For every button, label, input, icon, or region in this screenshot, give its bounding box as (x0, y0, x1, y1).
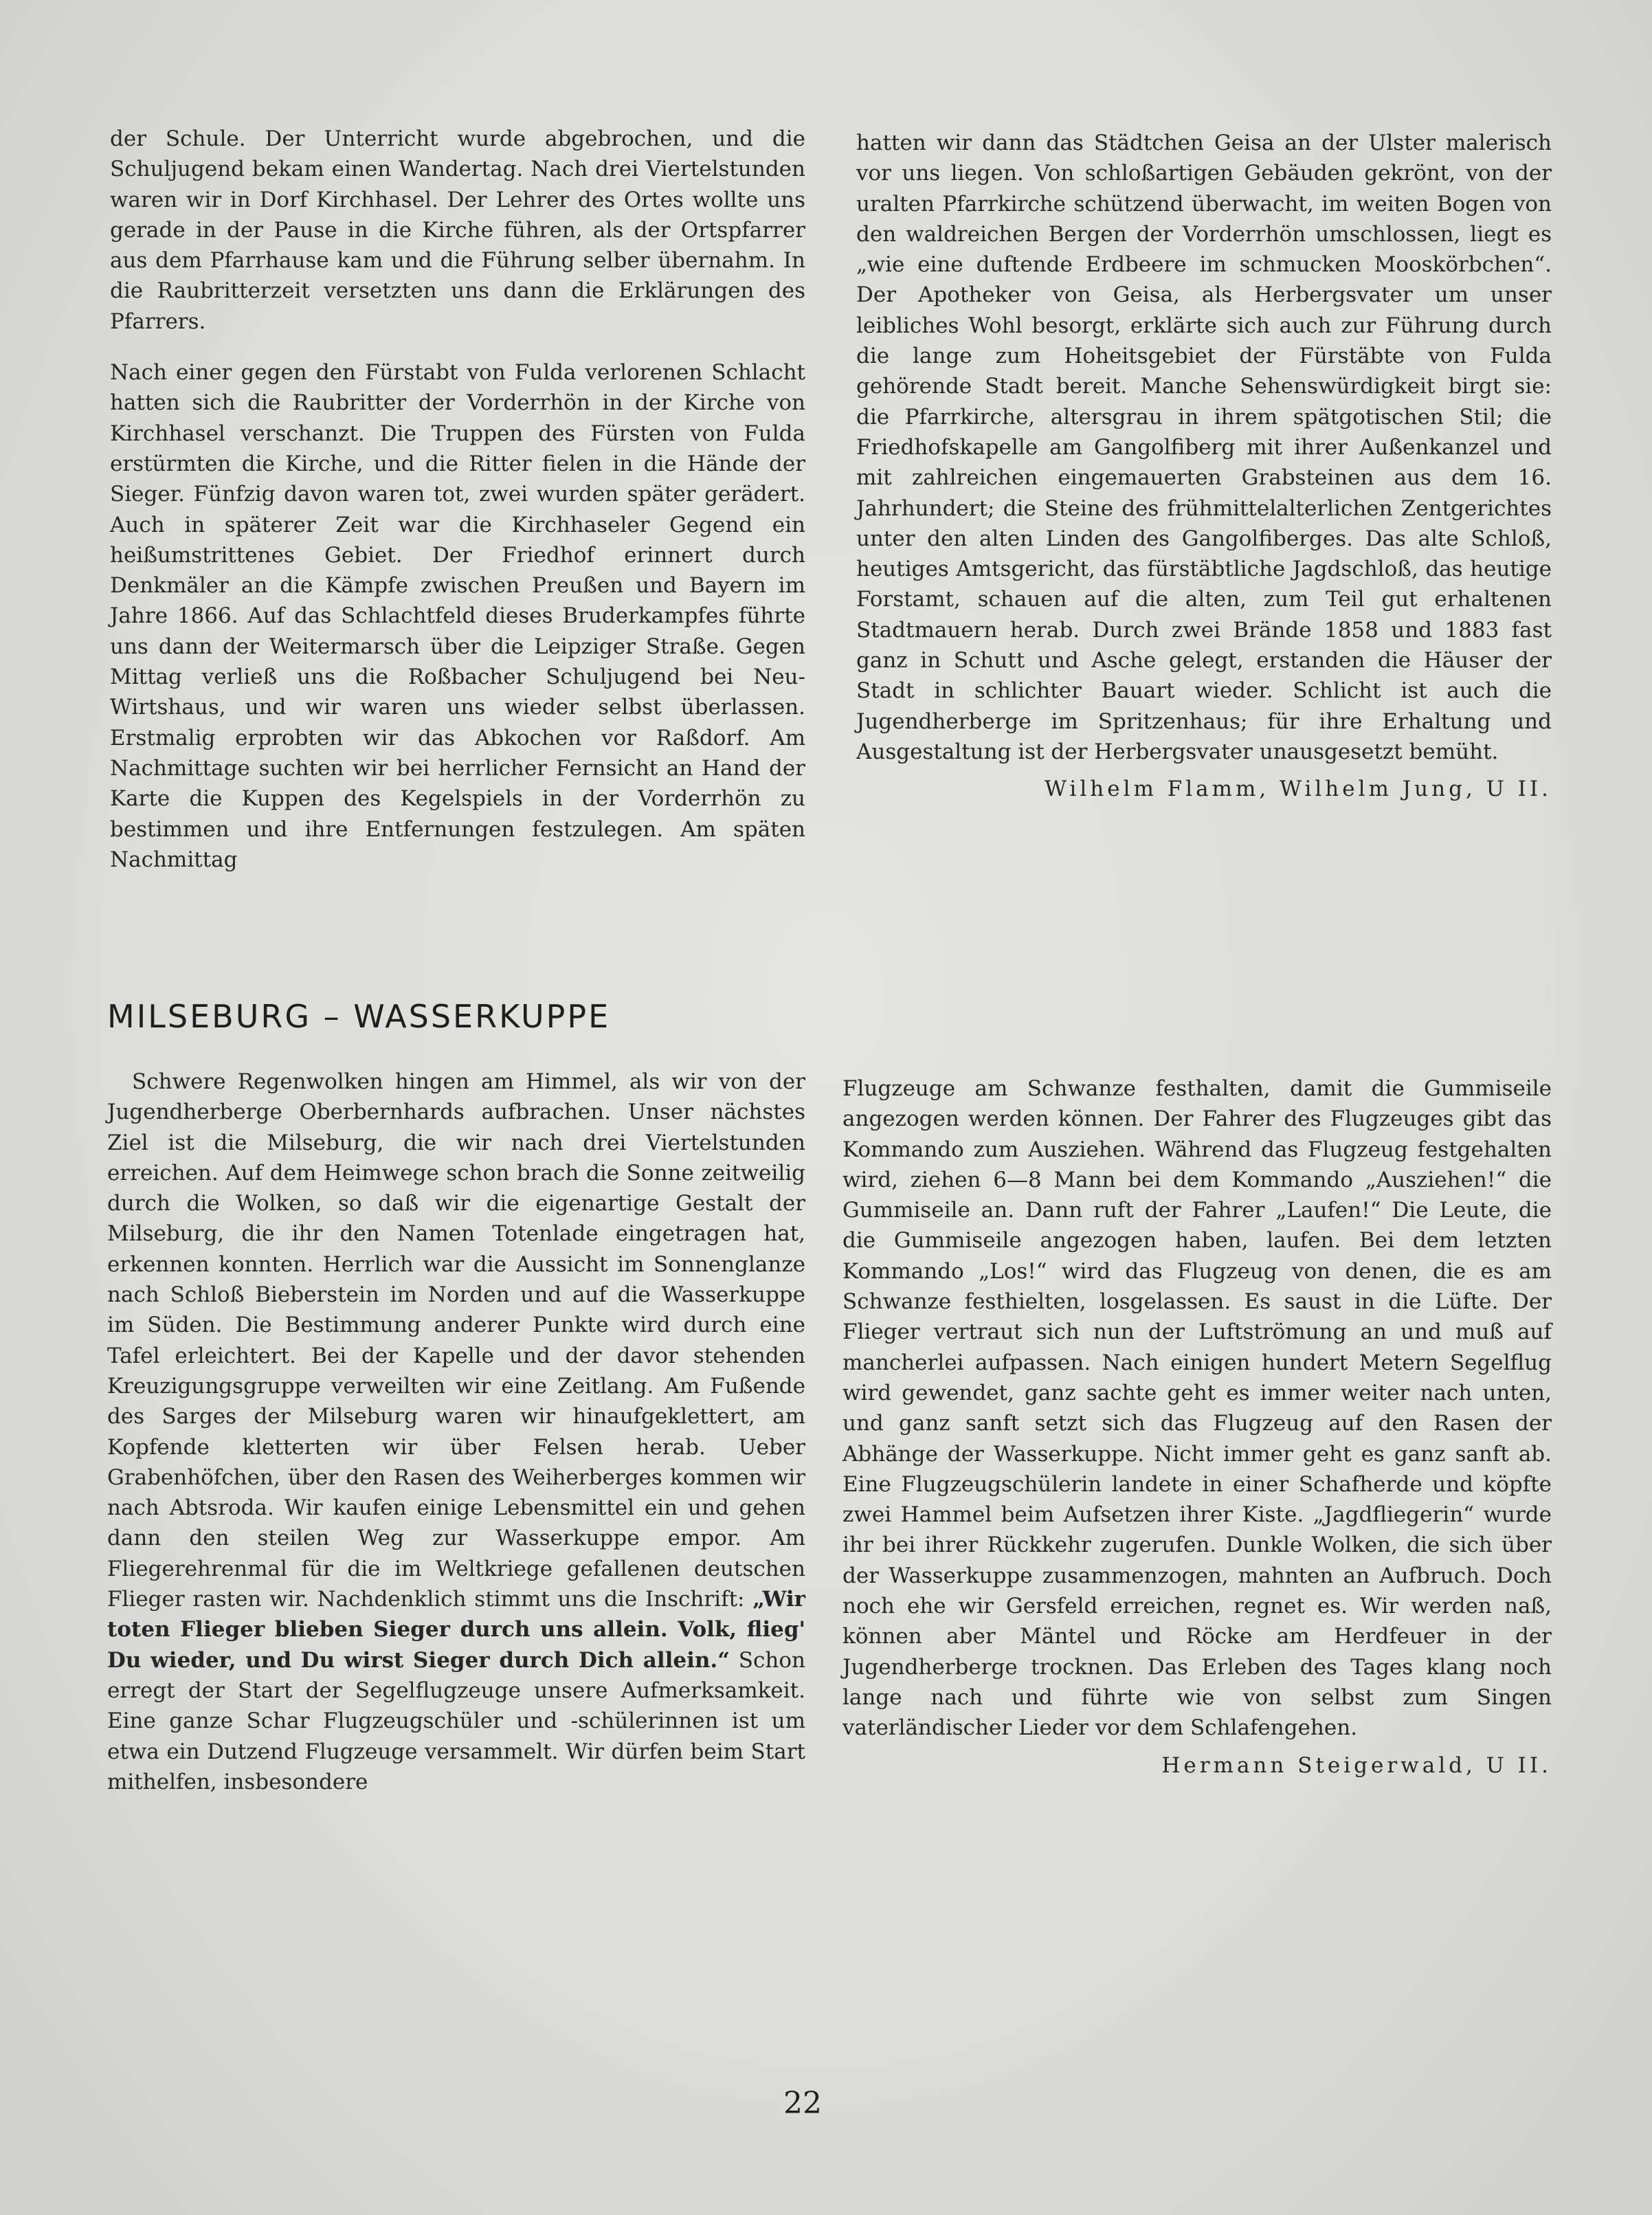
page-number: 22 (783, 2086, 822, 2121)
bottom-left-column (107, 1067, 805, 1797)
paragraph: der Schule. Der Unterricht wurde abgebrochen, und die Schuljugend bekam einen Wandertag. Nach drei Viertelstunden waren wir in Dorf Kirchhasel. Der Lehrer des Ortes wollte uns gerade in der Pause in die Kirche führen, als der Ortspfarrer aus dem Pfarrhause kam und die Führung selber übernahm. In die Raubritterzeit versetzten uns dann die Erklärungen des Pfarrers. (110, 126, 805, 334)
inscription: „Wir toten Flieger blieben Sieger durch uns allein. Volk, flieg' Du wieder, und Du wirst Sieger durch Dich allein.“ (107, 1587, 805, 1673)
signature: Wilhelm Flamm, Wilhelm Jung, U II. (1045, 777, 1552, 802)
section-heading: MILSEBURG – WASSERKUPPE (107, 998, 611, 1035)
text-run: Schon erregt der Start der Segelflugzeuge unsere Aufmerksamkeit. Eine ganze Schar Flugzeugschüler und -schülerinnen ist um etwa ein Dutzend Flugzeuge versammelt. Wir dürfen beim Start mithelfen, insbesondere (107, 1647, 806, 1794)
top-right-column (856, 128, 1552, 805)
bottom-right-column (842, 1073, 1552, 1781)
paragraph (107, 1067, 805, 1797)
top-left-column (110, 124, 805, 875)
paragraph: hatten wir dann das Städtchen Geisa an der Ulster malerisch vor uns liegen. Von schloßartigen Gebäuden gekrönt, von der uralten Pfarrkirche schützend überwacht, im weiten Bogen von den waldreichen Bergen der Vorderrhön umschlossen, liegt es „wie eine duftende Erdbeere im schmucken Mooskörbchen“. Der Apotheker von Geisa, als Herbergsvater um unser leibliches Wohl besorgt, erklärte sich auch zur Führung durch die lange zum Hoheitsgebiet der Fürstäbte von Fulda gehörende Stadt bereit. Manche Sehenswürdigkeit birgt sie: die Pfarrkirche, altersgrau in ihrem spätgotischen Stil; die Friedhofskapelle am Gangolfiberg mit ihrer Außenkanzel und mit zahlreichen eingemauerten Grabsteinen aus dem 16. Jahrhundert; die Steine des frühmittelalterlichen Zentgerichtes unter den alten Linden des Gangolfiberges. Das alte Schloß, heutiges Amtsgericht, das fürstäbtliche Jagdschloß, das heutige Forstamt, schauen auf die alten, zum Teil gut erhaltenen Stadtmauern herab. Durch zwei Brände 1858 und 1883 fast ganz in Schutt und Asche gelegt, erstanden die Häuser der Stadt in schlichter Bauart wieder. Schlicht ist auch die Jugendherberge im Spritzenhaus; für ihre Erhaltung und Ausgestaltung ist der Herbergsvater unausgesetzt bemüht. (856, 131, 1552, 764)
text-run: Schwere Regenwolken hingen am Himmel, als wir von der Jugendherberge Oberbernhards aufbrachen. Unser nächstes Ziel ist die Milseburg, die wir nach drei Viertelstunden erreichen. Auf dem Heimwege schon brach die Sonne zeitweilig durch die Wolken, so daß wir die eigenartige Gestalt der Milseburg, die ihr den Namen Totenlade eingetragen hat, erkennen konnten. Herrlich war die Aussicht im Sonnenglanze nach Schloß Bieberstein im Norden und auf die Wasserkuppe im Süden. Die Bestimmung anderer Punkte wird durch eine Tafel erleichtert. Bei der Kapelle und der davor stehenden Kreuzigungsgruppe verweilten wir eine Zeitlang. Am Fußende des Sarges der Milseburg waren wir hinaufgeklettert, am Kopfende kletterten wir über Felsen herab. Ueber Grabenhöfchen, über den Rasen des Weiherberges kommen wir nach Abtsroda. Wir kaufen einige Lebensmittel ein und gehen dann den steilen Weg zur Wasserkuppe empor. Am Fliegerehrenmal für die im Weltkriege gefallenen deutschen Flieger rasten wir. Nachdenklich stimmt uns die Inschrift: (107, 1069, 805, 1612)
signature: Hermann Steigerwald, U II. (1161, 1752, 1552, 1778)
paragraph: Flugzeuge am Schwanze festhalten, damit die Gummiseile angezogen werden können. Der Fahrer des Flugzeuges gibt das Kommando zum Ausziehen. Während das Flugzeug festgehalten wird, ziehen 6—8 Mann bei dem Kommando „Ausziehen!“ die Gummiseile an. Dann ruft der Fahrer „Laufen!“ Die Leute, die die Gummiseile angezogen haben, laufen. Bei dem letzten Kommando „Los!“ wird das Flugzeug von denen, die es am Schwanze festhielten, losgelassen. Es saust in die Lüfte. Der Flieger vertraut sich nun der Luftströmung an und muß auf mancherlei aufpassen. Nach einigen hundert Metern Segelflug wird gewendet, ganz sachte geht es immer weiter nach unten, und ganz sanft setzt sich das Flugzeug auf den Rasen der Abhänge der Wasserkuppe. Nicht immer geht es ganz sanft ab. Eine Flugzeugschülerin landete in einer Schafherde und köpfte zwei Hammel beim Aufsetzen ihrer Kiste. „Jagdfliegerin“ wurde ihr bei ihrer Rückkehr zugerufen. Dunkle Wolken, die sich über der Wasserkuppe zusammenzogen, mahnten an Aufbruch. Doch noch ehe wir Gersfeld erreichen, regnet es. Wir werden naß, können aber Mäntel und Röcke am Herdfeuer in der Jugendherberge trocknen. Das Erleben des Tages klang noch lange nach und führte wie von selbst zum Singen vaterländischer Lieder vor dem Schlafengehen. (842, 1076, 1552, 1741)
paragraph: Nach einer gegen den Fürstabt von Fulda verlorenen Schlacht hatten sich die Raubritter der Vorderrhön in der Kirche von Kirchhasel verschanzt. Die Truppen des Fürsten von Fulda erstürmten die Kirche, und die Ritter fielen in die Hände der Sieger. Fünfzig davon waren tot, zwei wurden später gerädert. Auch in späterer Zeit war die Kirchhaseler Gegend ein heißumstrittenes Gebiet. Der Friedhof erinnert durch Denkmäler an die Kämpfe zwischen Preußen und Bayern im Jahre 1866. Auf das Schlachtfeld dieses Bruderkampfes führte uns dann der Weitermarsch über die Leipziger Straße. Gegen Mittag verließ uns die Roßbacher Schuljugend bei Neu-Wirtshaus, und wir waren uns wieder selbst überlassen. Erstmalig erprobten wir das Abkochen vor Raßdorf. Am Nachmittage suchten wir bei herrlicher Fernsicht an Hand der Karte die Kuppen des Kegelspiels in der Vorderrhön zu bestimmen und ihre Entfernungen festzulegen. Am späten Nachmittag (110, 360, 805, 872)
